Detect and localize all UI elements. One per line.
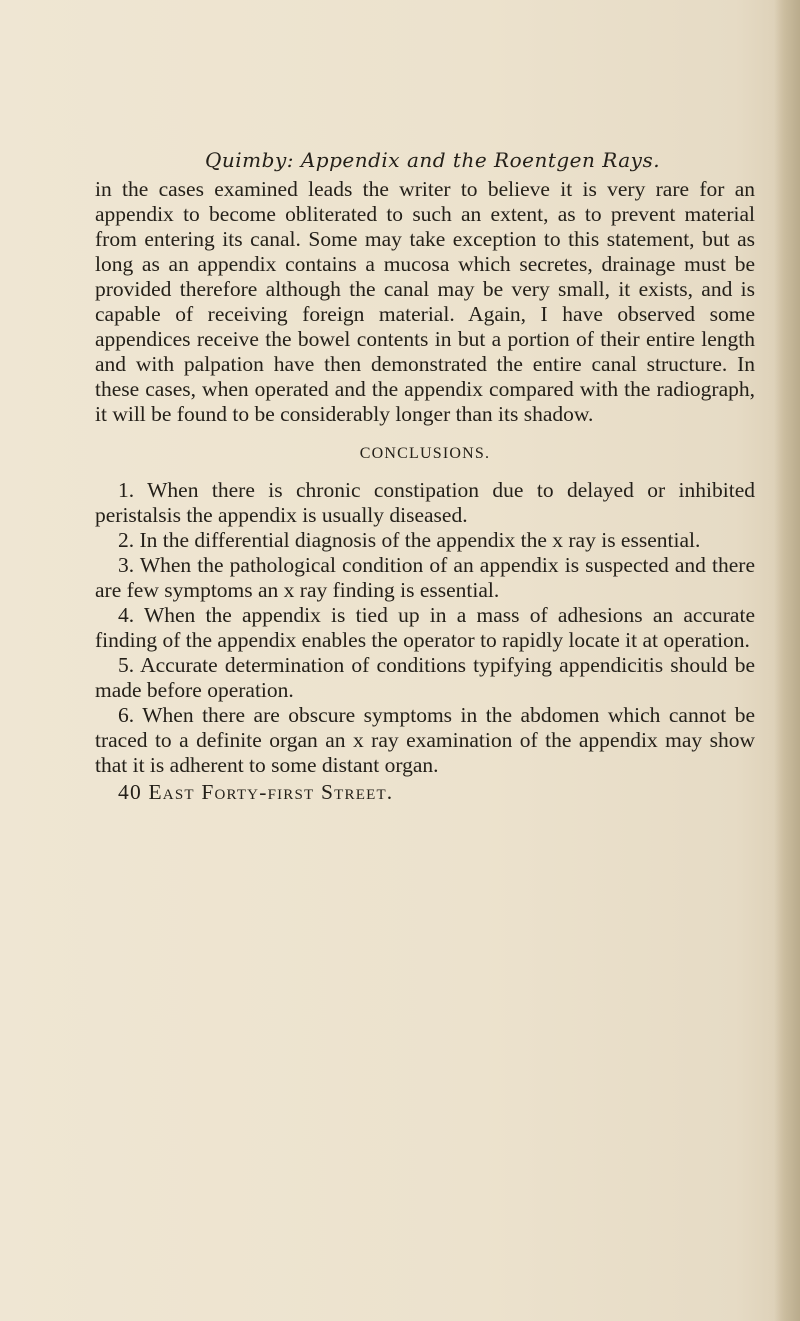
running-title: Quimby: Appendix and the Roentgen Rays.: [205, 148, 661, 172]
conclusion-item-2: 2. In the differential diagnosis of the appendix the x ray is essential.: [118, 528, 701, 552]
article-body: [95, 177, 755, 805]
conclusions-heading: CONCLUSIONS.: [359, 445, 491, 462]
intro-paragraph: in the cases examined leads the writer to believe it is very rare for an appendix to become obliterated to such an extent, as to prevent material from entering its canal. Some may take exception to this statement, but as long as an appendix contains a mucosa which secretes, drainage must be provided therefore although the canal may be very small, it exists, and is capable of receiving foreign material. Again, I have observed some appendices receive the bowel contents in but a portion of their entire length and with palpation have then demonstrated the entire canal structure. In these cases, when operated and the appendix compared with the radiograph, it will be found to be considerably longer than its shadow.: [95, 177, 755, 426]
author-address: 40 East Forty-first Street.: [118, 780, 394, 804]
conclusion-item-5: 5. Accurate determination of conditions typifying appendicitis should be made before operation.: [95, 653, 755, 702]
page-edge-shadow: [774, 0, 800, 1321]
conclusion-item-6: 6. When there are obscure symptoms in the abdomen which cannot be traced to a definite organ an x ray examination of the appendix may show that it is adherent to some distant organ.: [95, 703, 755, 777]
conclusion-item-1: 1. When there is chronic constipation due to delayed or inhibited peristalsis the appendix is usually diseased.: [95, 478, 755, 527]
conclusion-item-3: 3. When the pathological condition of an appendix is suspected and there are few symptoms an x ray finding is essential.: [95, 553, 755, 602]
conclusion-item-4: 4. When the appendix is tied up in a mass of adhesions an accurate finding of the appendix enables the operator to rapidly locate it at operation.: [95, 603, 755, 652]
